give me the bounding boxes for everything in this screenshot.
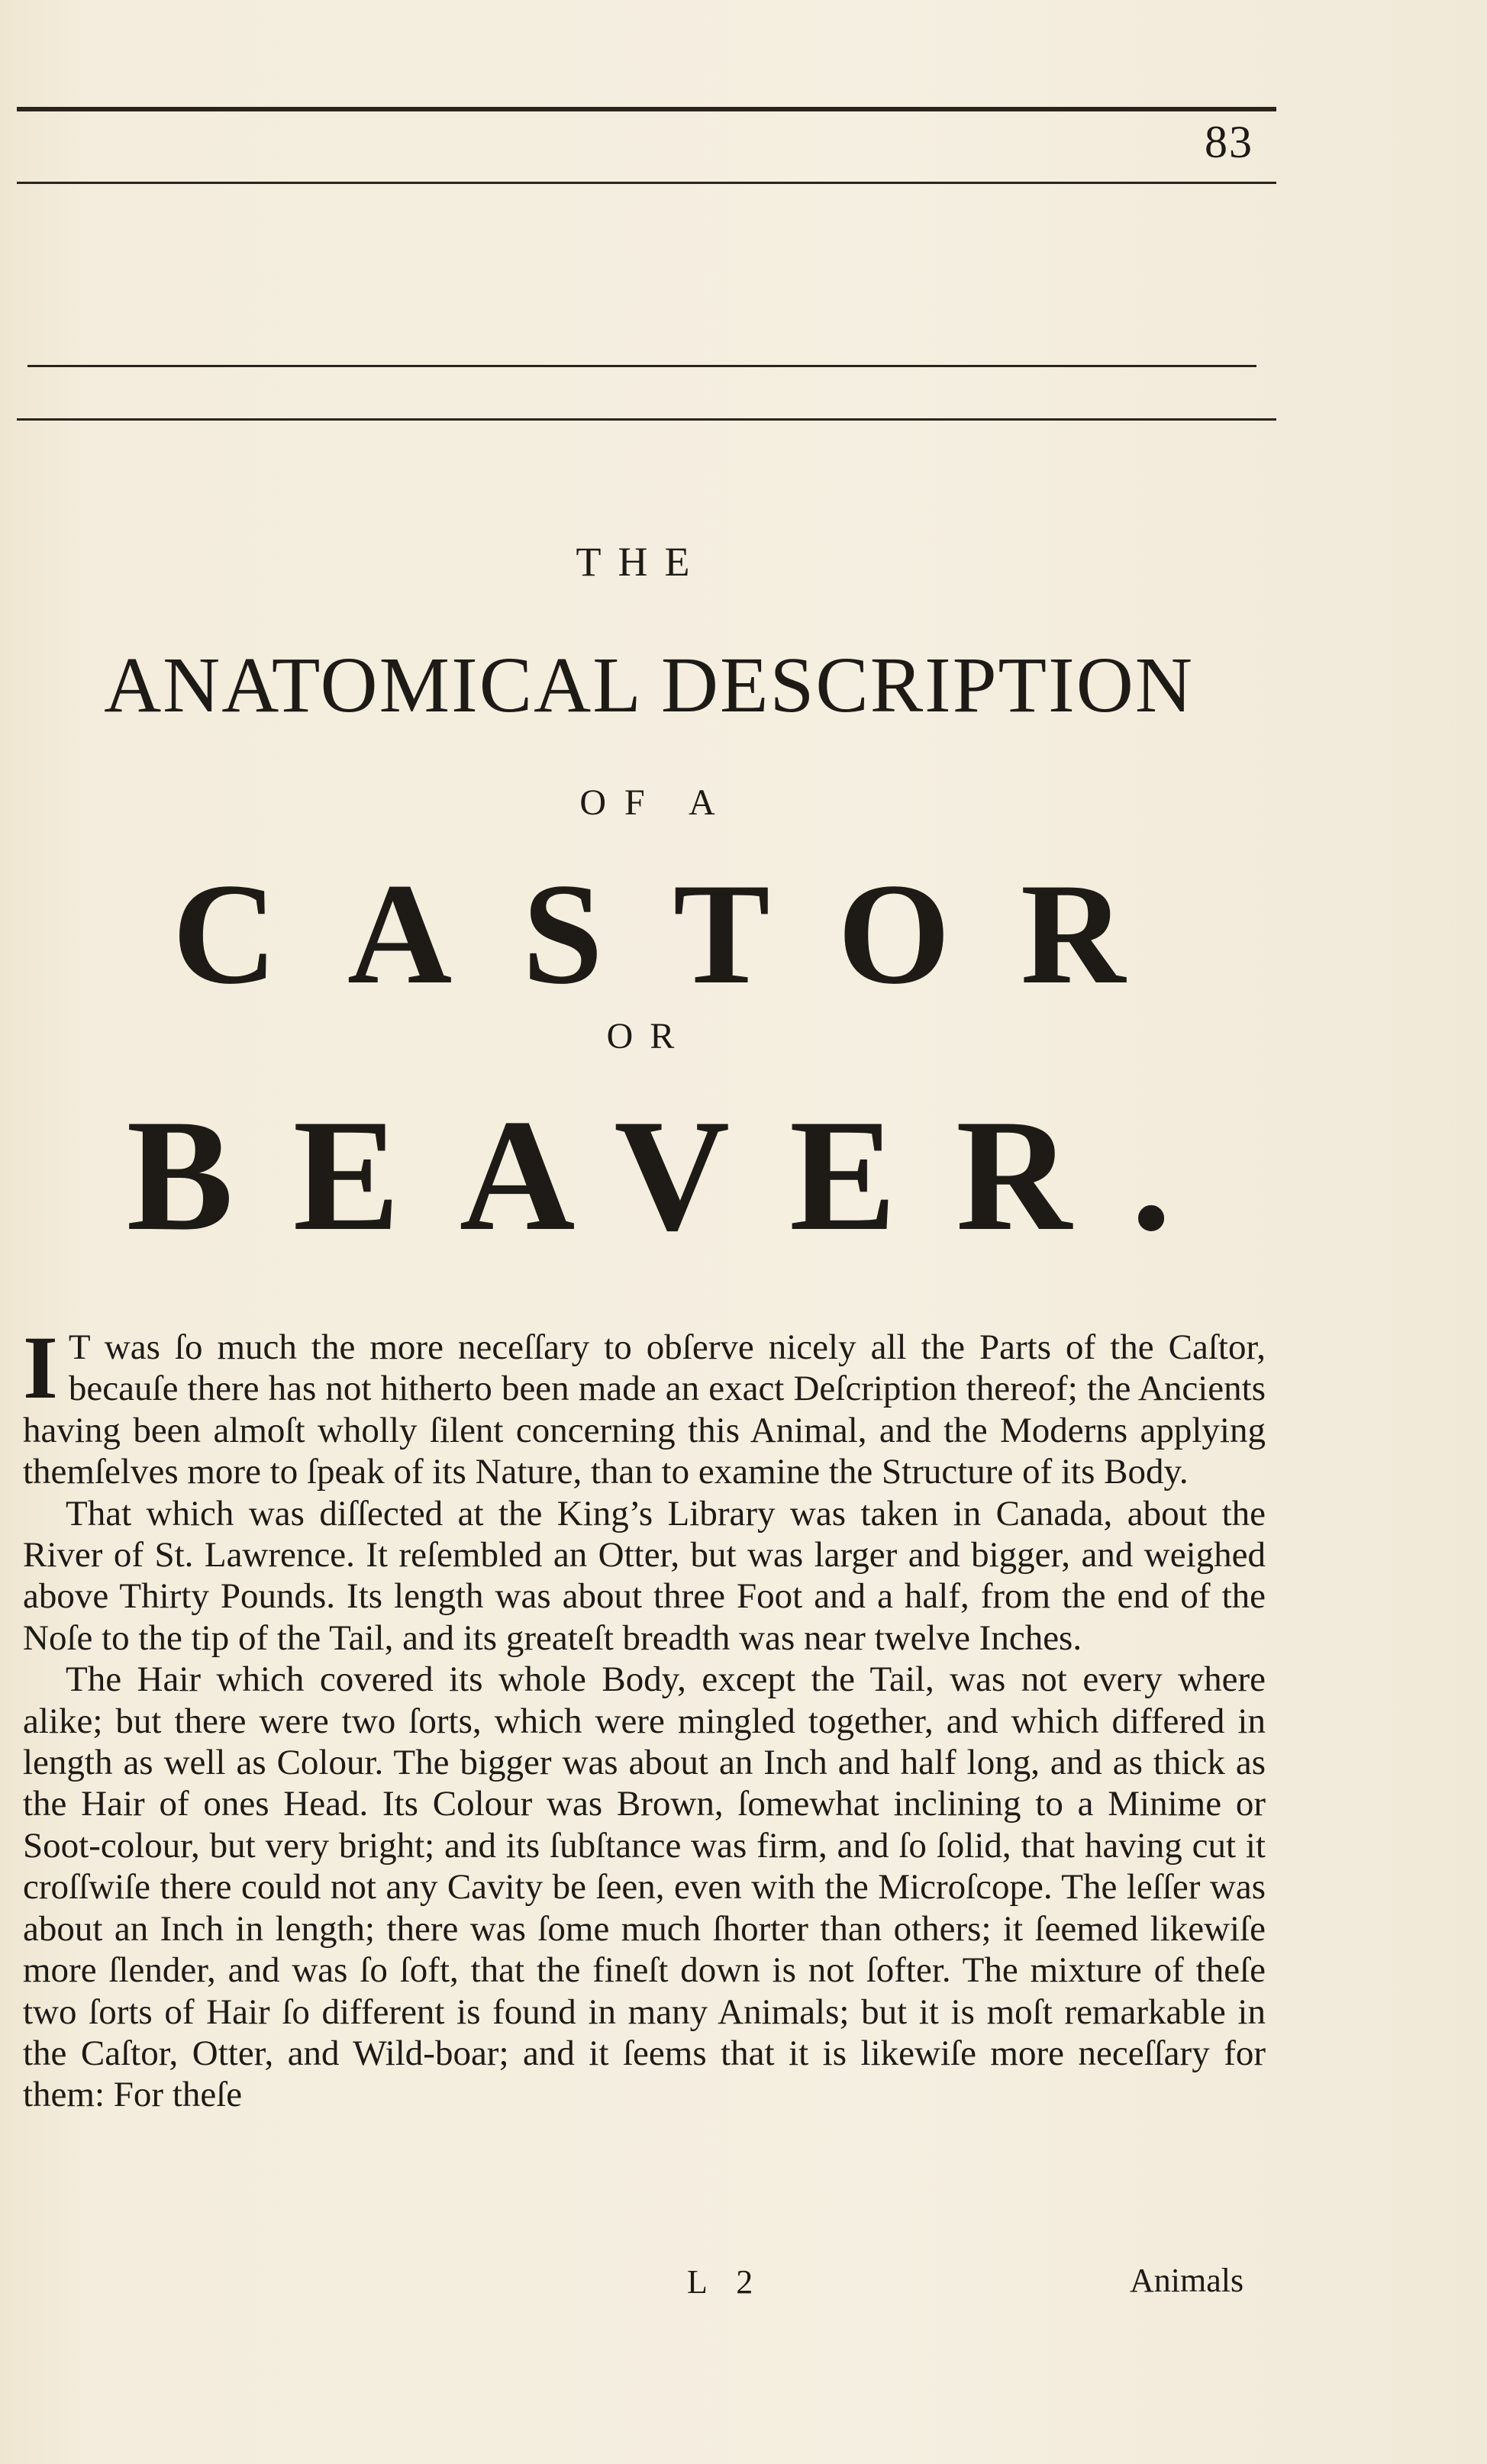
- title-anatomical-description: ANATOMICAL DESCRIPTION: [104, 641, 1194, 729]
- title-beaver: BEAVER.: [126, 1087, 1231, 1264]
- drop-cap: I: [23, 1317, 58, 1417]
- paragraph-2: That which was diſſected at the King’s Library was taken in Canada, about the River of St. Lawrence. It reſembled an Otter, but was larger and bigger, and weighed above Thirty Pounds. Its length was about three Foot and a half, from the end of the Noſe to the tip of the Tail, and its greateſt breadth was near twelve Inches.: [23, 1493, 1266, 1658]
- title-or: OR: [606, 1016, 692, 1056]
- header-rule-top: [17, 107, 1276, 111]
- title-the: THE: [576, 539, 707, 585]
- paragraph-1: [23, 1317, 1266, 1493]
- catchword: Animals: [1130, 2262, 1244, 2299]
- header-rule-bottom: [17, 182, 1276, 184]
- title-castor: CASTOR: [172, 854, 1196, 1014]
- paragraph-1-text: T was ſo much the more neceſſary to obſerve nicely all the Parts of the Caſtor, becauſe there has not hitherto been made an exact Deſcription thereof; the Ancients having been almoſt wholly ſilent concerning this Animal, and the Moderns applying themſelves more to ſpeak of its Nature, than to examine the Structure of its Body.: [23, 1327, 1266, 1492]
- ornament-rule-lower: [17, 418, 1276, 421]
- body-text: [23, 1317, 1266, 2116]
- ornament-rule-upper: [27, 365, 1256, 367]
- page-number: 83: [1205, 117, 1253, 167]
- title-of-a: OF A: [579, 782, 734, 823]
- paragraph-3: The Hair which covered its whole Body, except the Tail, was not every where alike; but there were two ſorts, which were mingled together, and which differed in length as well as Colour. The bigger was about an Inch and half long, and as thick as the Hair of ones Head. Its Colour was Brown, ſomewhat inclining to a Minime or Soot-colour, but very bright; and its ſubſtance was firm, and ſo ſolid, that having cut it croſſwiſe there could not any Cavity be ſeen, even with the Microſcope. The leſſer was about an Inch in length; there was ſome much ſhorter than others; it ſeemed likewiſe more ſlender, and was ſo ſoft, that the fineſt down is not ſofter. The mixture of theſe two ſorts of Hair ſo different is found in many Animals; but it is moſt remarkable in the Caſtor, Otter, and Wild-boar; and it ſeems that it is likewiſe more neceſſary for them: For theſe: [23, 1659, 1266, 2115]
- signature-mark: L 2: [687, 2263, 764, 2301]
